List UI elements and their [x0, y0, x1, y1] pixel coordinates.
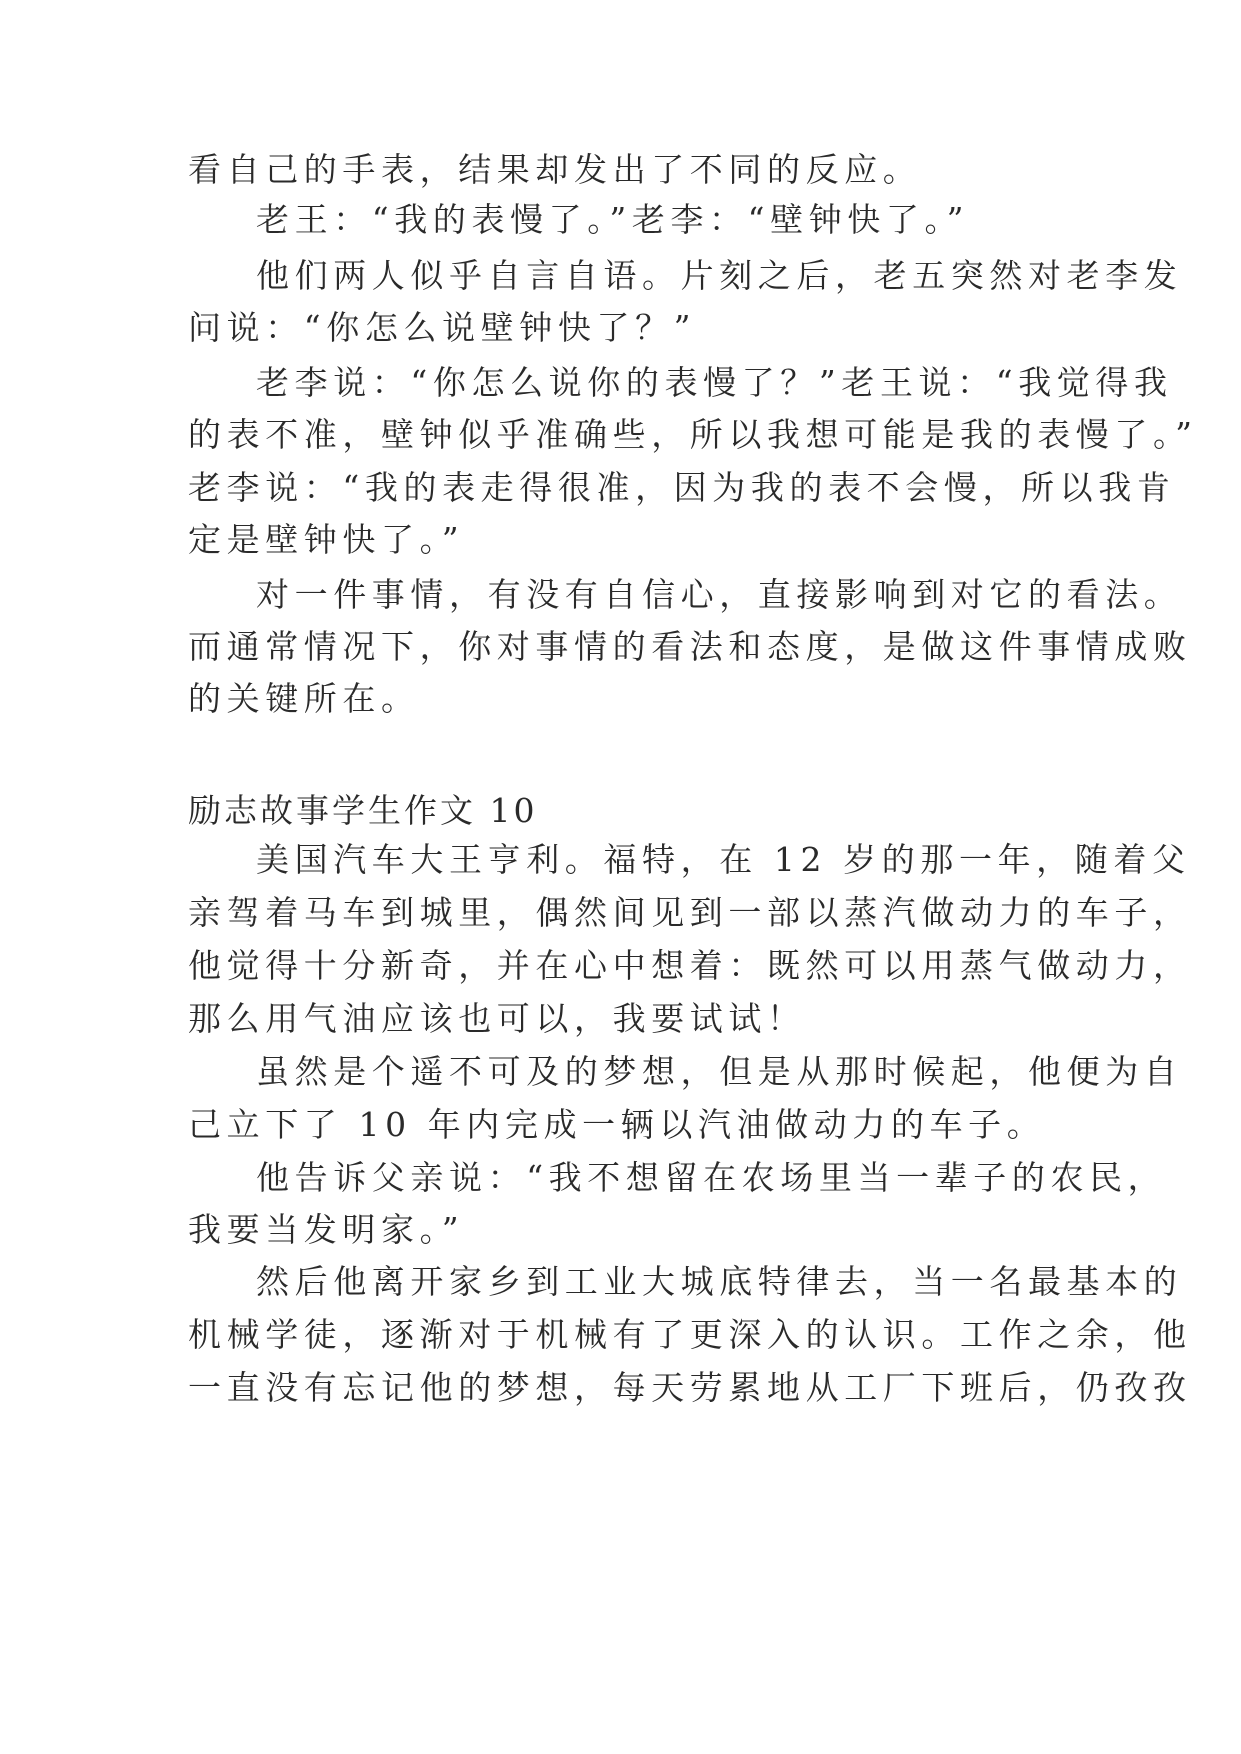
text-line: 老李说：“你怎么说你的表慢了？”老王说：“我觉得我 — [256, 363, 1173, 402]
text-line: 亲驾着马车到城里，偶然间见到一部以蒸汽做动力的车子， — [188, 893, 1192, 932]
text-line: 虽然是个遥不可及的梦想，但是从那时候起，他便为自 — [256, 1052, 1183, 1091]
text-line: 我要当发明家。” — [188, 1210, 465, 1249]
text-line: 他们两人似乎自言自语。片刻之后，老五突然对老李发 — [256, 256, 1183, 295]
text-line: 一直没有忘记他的梦想，每天劳累地从工厂下班后，仍孜孜 — [188, 1368, 1192, 1407]
text-line: 定是壁钟快了。” — [188, 520, 465, 559]
text-line: 问说：“你怎么说壁钟快了？” — [188, 308, 697, 347]
text-line: 而通常情况下，你对事情的看法和态度，是做这件事情成败 — [188, 627, 1192, 666]
text-line: 看自己的手表，结果却发出了不同的反应。 — [188, 150, 922, 189]
text-line: 老李说：“我的表走得很准，因为我的表不会慢，所以我肯 — [188, 468, 1176, 507]
text-line: 他觉得十分新奇，并在心中想着：既然可以用蒸气做动力， — [188, 946, 1192, 985]
text-line: 的关键所在。 — [188, 679, 420, 718]
text-line: 老王：“我的表慢了。”老李：“壁钟快了。” — [256, 200, 970, 239]
text-line: 机械学徒，逐渐对于机械有了更深入的认识。工作之余，他 — [188, 1315, 1192, 1354]
text-line: 美国汽车大王亨利。福特，在 12 岁的那一年，随着父 — [256, 840, 1191, 879]
text-line: 那么用气油应该也可以，我要试试！ — [188, 999, 806, 1038]
text-line: 对一件事情，有没有自信心，直接影响到对它的看法。 — [256, 575, 1183, 614]
text-line: 的表不准，壁钟似乎准确些，所以我想可能是我的表慢了。” — [188, 415, 1198, 454]
section-heading: 励志故事学生作文 10 — [188, 791, 538, 830]
text-line: 他告诉父亲说：“我不想留在农场里当一辈子的农民， — [256, 1158, 1167, 1197]
text-line: 己立下了 10 年内完成一辆以汽油做动力的车子。 — [188, 1105, 1046, 1144]
text-line: 然后他离开家乡到工业大城底特律去，当一名最基本的 — [256, 1262, 1183, 1301]
